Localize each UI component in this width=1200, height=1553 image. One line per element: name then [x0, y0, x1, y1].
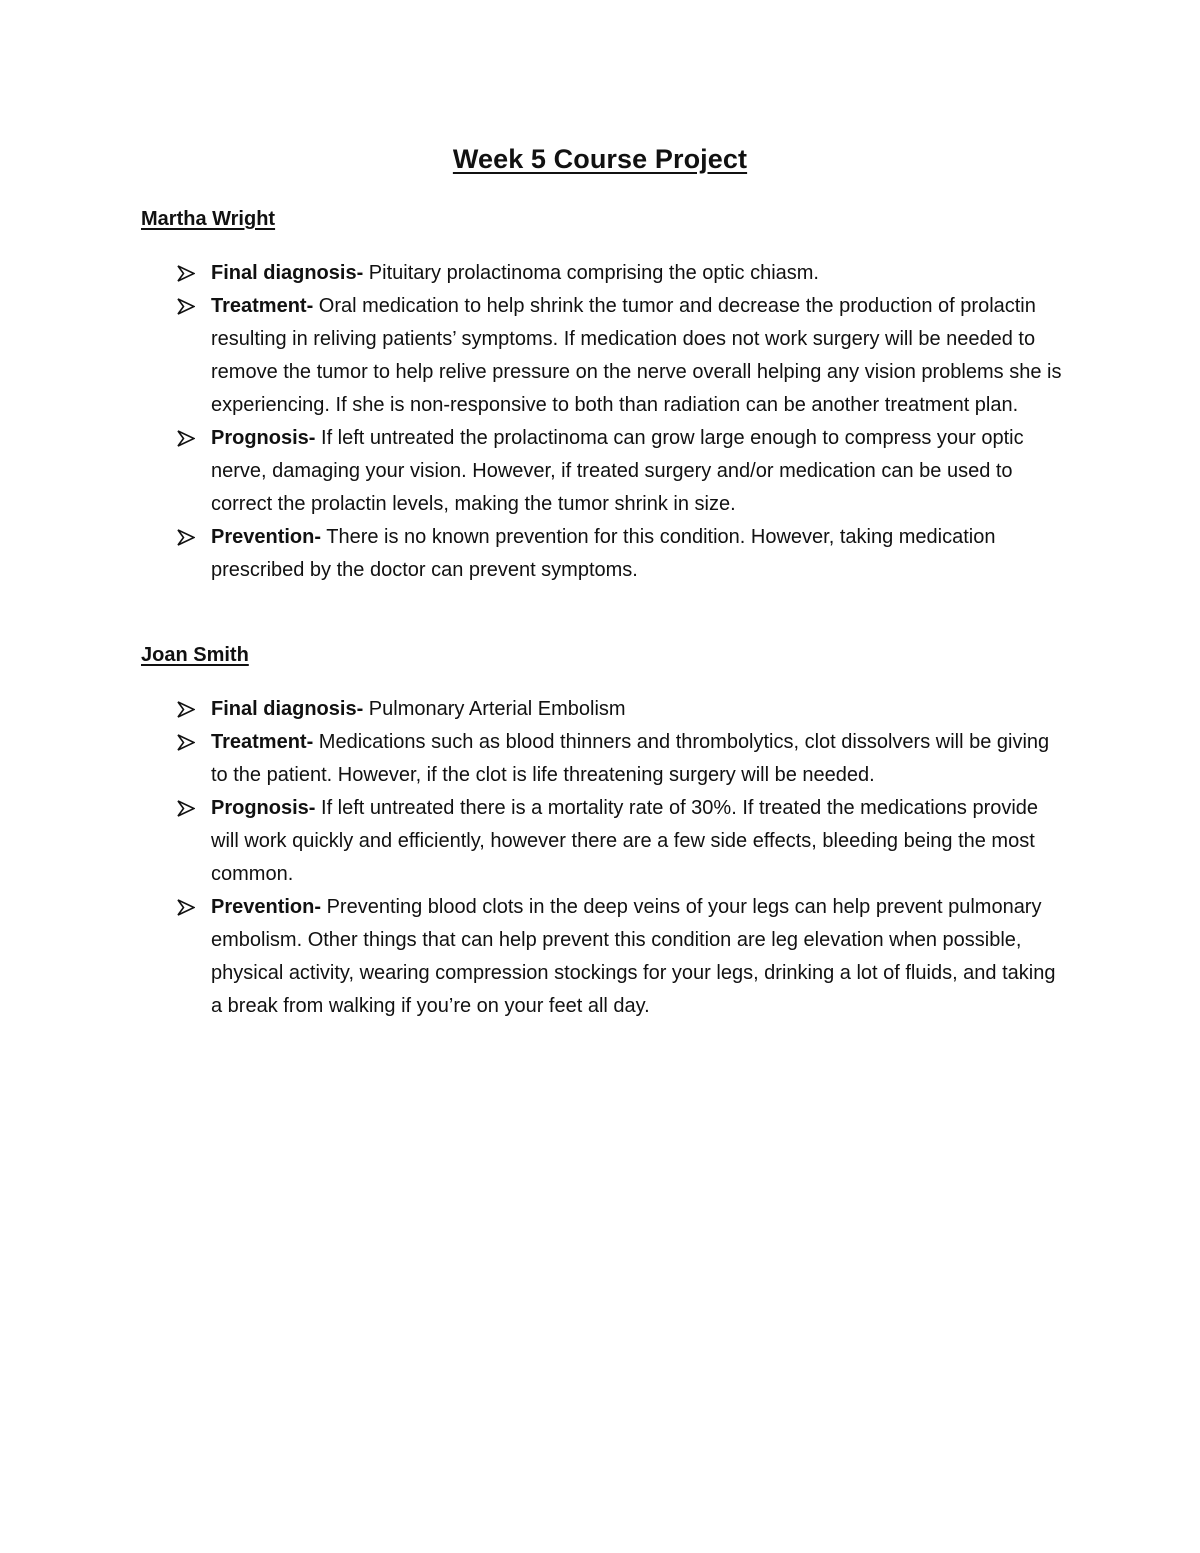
item-label: Prevention-: [211, 896, 322, 918]
item-label: Treatment-: [211, 731, 314, 753]
patient-item-list: [141, 257, 1071, 587]
item-label: Prevention-: [211, 526, 322, 548]
item-label: Prognosis-: [211, 427, 316, 449]
list-item-prognosis: [141, 422, 1071, 521]
item-label: Prognosis-: [211, 797, 316, 819]
list-item-prevention: [141, 521, 1071, 587]
item-text: If left untreated the prolactinoma can grow large enough to compress your optic nerve, damaging your vision. However, if treated surgery and/or medication can be used to correct the prolactin levels, making the tumor shrink in size.: [211, 427, 1024, 515]
list-item-treatment: [141, 290, 1071, 422]
item-label: Treatment-: [211, 295, 314, 317]
arrowhead-bullet-icon: [177, 290, 197, 323]
arrowhead-bullet-icon: [177, 257, 197, 290]
item-text: If left untreated there is a mortality rate of 30%. If treated the medications provide will work quickly and efficiently, however there are a few side effects, bleeding being the most common.: [211, 797, 1039, 885]
arrowhead-bullet-icon: [177, 422, 197, 455]
list-item-final-diagnosis: [141, 693, 1071, 726]
arrowhead-bullet-icon: [177, 726, 197, 759]
arrowhead-bullet-icon: [177, 693, 197, 726]
item-text: Medications such as blood thinners and thrombolytics, clot dissolvers will be giving to the patient. However, if the clot is life threatening surgery will be needed.: [211, 731, 1050, 786]
list-item-treatment: [141, 726, 1071, 792]
patient-item-list: [141, 693, 1071, 1023]
patient-name: Martha Wright: [141, 208, 276, 230]
list-item-final-diagnosis: [141, 257, 1071, 290]
item-text: Preventing blood clots in the deep veins of your legs can help prevent pulmonary embolism. Other things that can help prevent this condition are leg elevation when possible, physical activity, wearing compression stockings for your legs, drinking a lot of fluids, and taking a break from walking if you’re on your feet all day.: [211, 896, 1056, 1017]
item-text: There is no known prevention for this condition. However, taking medication prescribed by the doctor can prevent symptoms.: [211, 526, 996, 581]
arrowhead-bullet-icon: [177, 521, 197, 554]
item-text: Pulmonary Arterial Embolism: [363, 698, 626, 720]
item-label: Final diagnosis-: [211, 698, 364, 720]
arrowhead-bullet-icon: [177, 891, 197, 924]
patient-section-martha-wright: [141, 206, 1071, 587]
arrowhead-bullet-icon: [177, 792, 197, 825]
patient-section-joan-smith: [141, 642, 1071, 1023]
list-item-prognosis: [141, 792, 1071, 891]
list-item-prevention: [141, 891, 1071, 1023]
item-text: Pituitary prolactinoma comprising the optic chiasm.: [363, 262, 819, 284]
patient-name: Joan Smith: [141, 644, 249, 666]
item-label: Final diagnosis-: [211, 262, 364, 284]
document-title: Week 5 Course Project: [452, 144, 748, 174]
item-text: Oral medication to help shrink the tumor and decrease the production of prolactin resulting in reliving patients’ symptoms. If medication does not work surgery will be needed to remove the tumor to help relive pressure on the nerve overall helping any vision problems she is experiencing. If she is non-responsive to both than radiation can be another treatment plan.: [211, 295, 1062, 416]
